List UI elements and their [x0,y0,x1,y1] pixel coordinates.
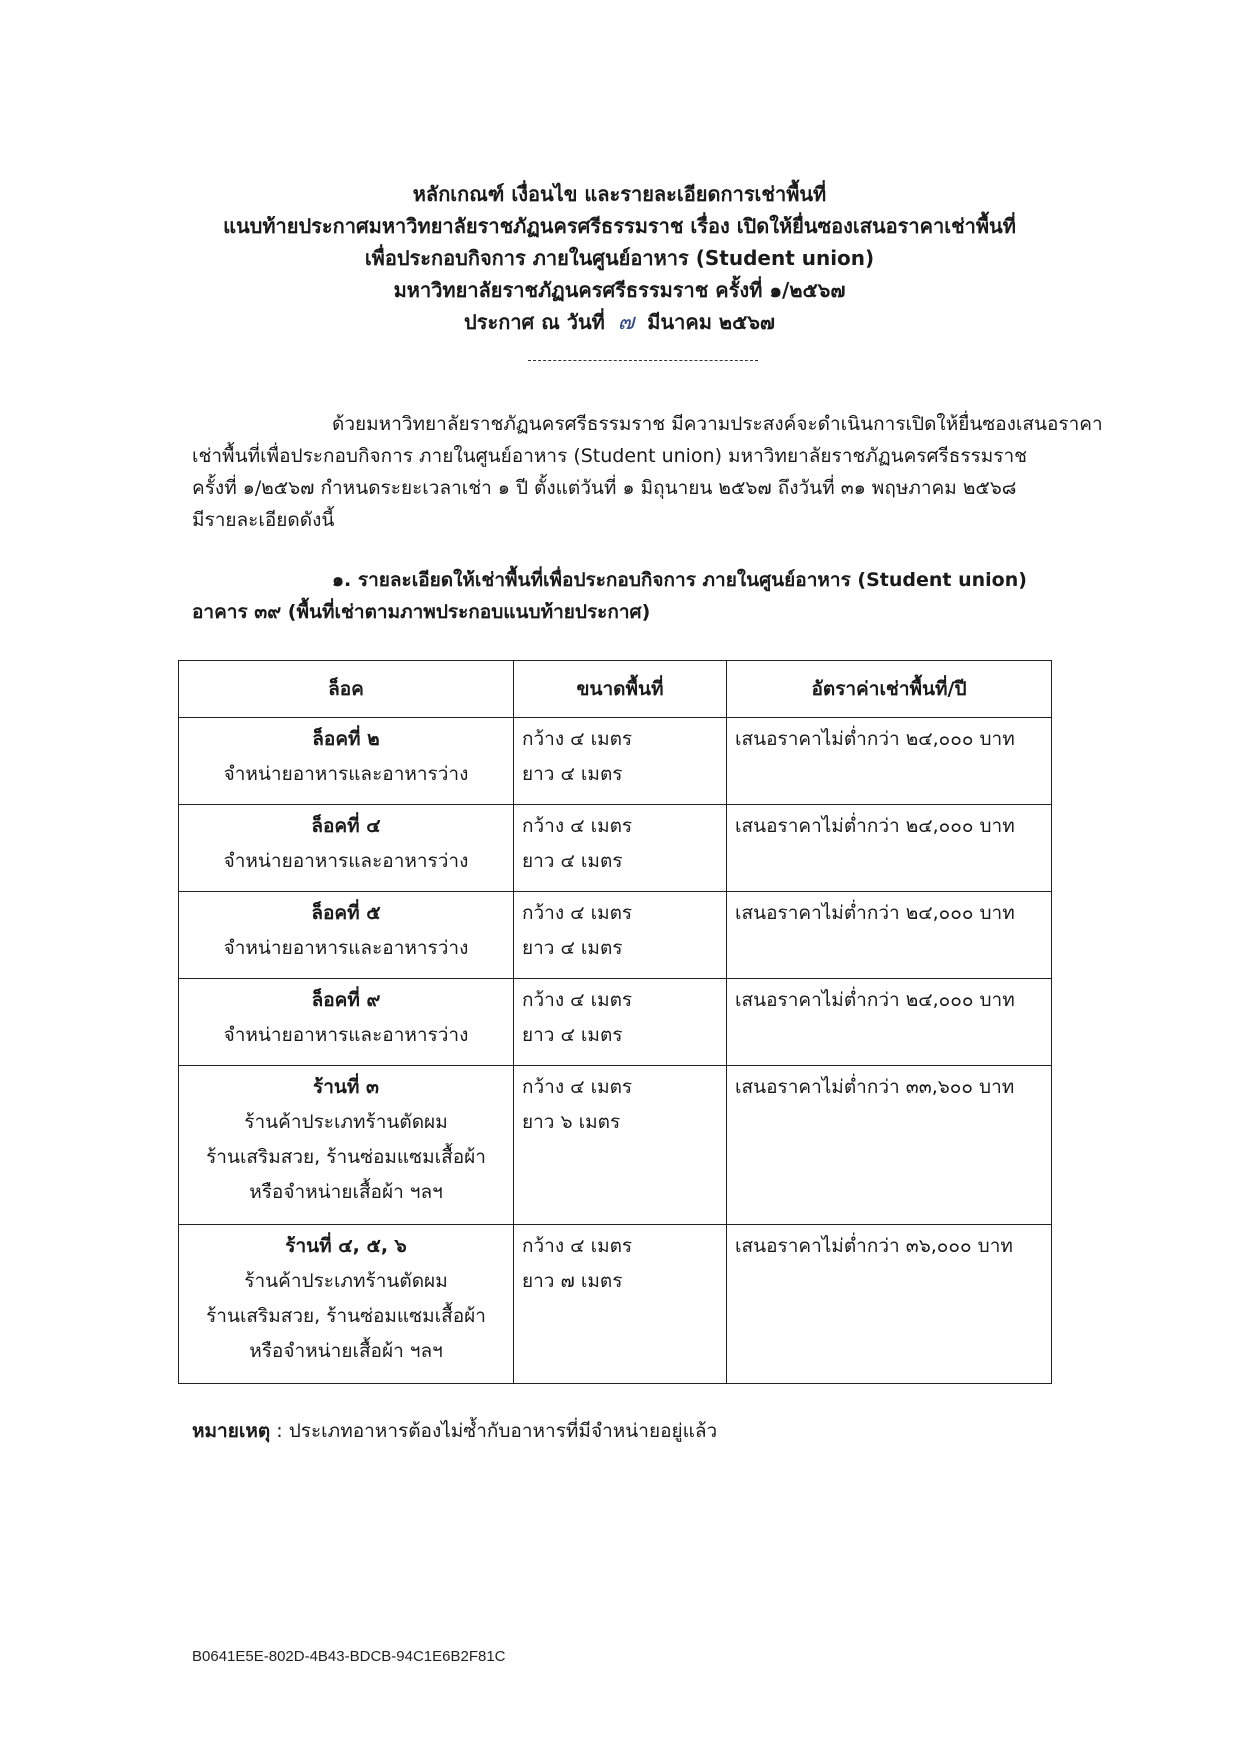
rental-table [178,660,1052,1384]
lock-name: ล็อคที่ ๒ [312,728,380,750]
area-length: ยาว ๔ เมตร [522,1024,623,1046]
lock-description: จำหน่ายอาหารและอาหารว่าง [223,937,469,959]
intro-line-3: ครั้งที่ ๑/๒๕๖๗ กำหนดระยะเวลาเช่า ๑ ปี ตั้งแต่วันที่ ๑ มิถุนายน ๒๕๖๗ ถึงวันที่ ๓๑ พฤษภาคม ๒๕๖๘ [192,477,1017,499]
intro-paragraph [192,408,1103,536]
lock-cell [179,1225,514,1384]
lock-description: ร้านค้าประเภทร้านตัดผม [244,1111,448,1133]
lock-name: ร้านที่ ๔, ๕, ๖ [285,1235,407,1257]
lock-description: จำหน่ายอาหารและอาหารว่าง [223,763,469,785]
area-cell [514,805,727,892]
intro-line-1: ด้วยมหาวิทยาลัยราชภัฏนครศรีธรรมราช มีความประสงค์จะดำเนินการเปิดให้ยื่นซองเสนอราคา [332,413,1103,435]
lock-name: ล็อคที่ ๕ [311,902,381,924]
title-line-3: เพื่อประกอบกิจการ ภายในศูนย์อาหาร (Student union) [364,246,875,270]
area-width: กว้าง ๔ เมตร [522,902,633,924]
lock-cell [179,979,514,1066]
section-1-line-1: ๑. รายละเอียดให้เช่าพื้นที่เพื่อประกอบกิจการ ภายในศูนย์อาหาร (Student union) [332,569,1027,591]
table-row [179,805,1052,892]
title-line-4: มหาวิทยาลัยราชภัฏนครศรีธรรมราช ครั้งที่ ๑/๒๕๖๗ [393,278,846,302]
date-prefix: ประกาศ ณ วันที่ [464,310,605,334]
area-cell [514,979,727,1066]
lock-description: ร้านเสริมสวย, ร้านซ่อมแซมเสื้อผ้า [206,1146,486,1168]
rate-cell: เสนอราคาไม่ต่ำกว่า ๒๔,๐๐๐ บาท [727,892,1052,979]
lock-description: จำหน่ายอาหารและอาหารว่าง [223,850,469,872]
column-header-rate: อัตราค่าเช่าพื้นที่/ปี [727,661,1052,718]
rate-cell: เสนอราคาไม่ต่ำกว่า ๒๔,๐๐๐ บาท [727,979,1052,1066]
lock-description: จำหน่ายอาหารและอาหารว่าง [223,1024,469,1046]
document-id: B0641E5E-802D-4B43-BDCB-94C1E6B2F81C [192,1648,506,1665]
table-row [179,1066,1052,1225]
area-length: ยาว ๔ เมตร [522,850,623,872]
column-header-lock: ล็อค [179,661,514,718]
title-separator [528,360,758,361]
section-1-line-2: อาคาร ๓๙ (พื้นที่เช่าตามภาพประกอบแนบท้ายประกาศ) [192,601,651,623]
rate-cell: เสนอราคาไม่ต่ำกว่า ๓๖,๐๐๐ บาท [727,1225,1052,1384]
area-cell [514,1225,727,1384]
rate-cell: เสนอราคาไม่ต่ำกว่า ๒๔,๐๐๐ บาท [727,718,1052,805]
column-header-area: ขนาดพื้นที่ [514,661,727,718]
lock-cell [179,1066,514,1225]
lock-name: ล็อคที่ ๙ [311,989,381,1011]
lock-name: ร้านที่ ๓ [313,1076,379,1098]
area-cell [514,892,727,979]
area-cell [514,1066,727,1225]
footnote [192,1415,717,1447]
table-row [179,718,1052,805]
area-width: กว้าง ๔ เมตร [522,1076,633,1098]
table-row [179,979,1052,1066]
area-cell [514,718,727,805]
area-length: ยาว ๔ เมตร [522,763,623,785]
rate-cell: เสนอราคาไม่ต่ำกว่า ๒๔,๐๐๐ บาท [727,805,1052,892]
note-label: หมายเหตุ [192,1420,271,1442]
date-month-year: มีนาคม ๒๕๖๗ [647,310,775,334]
date-day-handwritten: ๗ [617,310,635,335]
table-row [179,892,1052,979]
title-line-2: แนบท้ายประกาศมหาวิทยาลัยราชภัฏนครศรีธรรมราช เรื่อง เปิดให้ยื่นซองเสนอราคาเช่าพื้นที่ [223,214,1016,238]
rate-cell: เสนอราคาไม่ต่ำกว่า ๓๓,๖๐๐ บาท [727,1066,1052,1225]
document-title [0,178,1239,339]
lock-cell [179,892,514,979]
lock-description: หรือจำหน่ายเสื้อผ้า ฯลฯ [249,1340,443,1362]
area-length: ยาว ๖ เมตร [522,1111,621,1133]
note-text: : ประเภทอาหารต้องไม่ซ้ำกับอาหารที่มีจำหน่ายอยู่แล้ว [270,1420,718,1442]
intro-line-4: มีรายละเอียดดังนี้ [192,509,335,531]
table-row [179,1225,1052,1384]
lock-cell [179,805,514,892]
title-line-1: หลักเกณฑ์ เงื่อนไข และรายละเอียดการเช่าพื้นที่ [412,182,827,206]
area-width: กว้าง ๔ เมตร [522,728,633,750]
intro-line-2: เช่าพื้นที่เพื่อประกอบกิจการ ภายในศูนย์อาหาร (Student union) มหาวิทยาลัยราชภัฏนครศรีธรรมราช [192,445,1028,467]
lock-description: หรือจำหน่ายเสื้อผ้า ฯลฯ [249,1181,443,1203]
section-1-heading [192,564,1095,628]
lock-description: ร้านเสริมสวย, ร้านซ่อมแซมเสื้อผ้า [206,1305,486,1327]
area-width: กว้าง ๔ เมตร [522,1235,633,1257]
area-length: ยาว ๔ เมตร [522,937,623,959]
area-length: ยาว ๗ เมตร [522,1270,623,1292]
lock-description: ร้านค้าประเภทร้านตัดผม [244,1270,448,1292]
lock-cell [179,718,514,805]
lock-name: ล็อคที่ ๔ [311,815,381,837]
announcement-date [0,306,1239,339]
area-width: กว้าง ๔ เมตร [522,815,633,837]
area-width: กว้าง ๔ เมตร [522,989,633,1011]
table-header-row [179,661,1052,718]
